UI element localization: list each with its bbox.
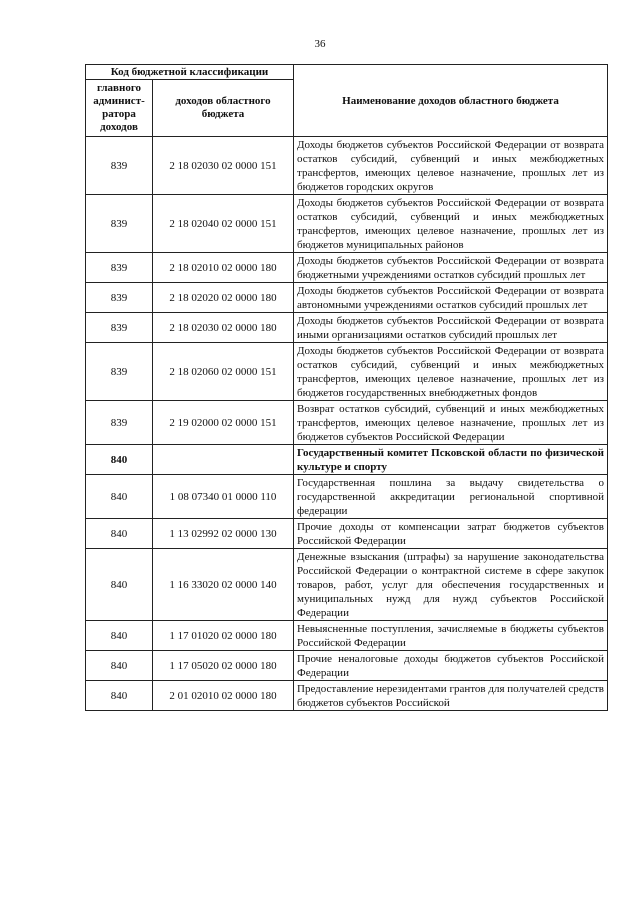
header-chief-administrator: главного админист-ратора доходов bbox=[86, 80, 153, 137]
income-name-cell: Доходы бюджетов субъектов Российской Федерации от возврата остатков субсидий, субвенций и иных межбюджетных трансфертов, имеющих целевое назначение, прошлых лет из бюджетов городских округов bbox=[294, 137, 608, 195]
income-code-cell: 2 18 02030 02 0000 180 bbox=[153, 313, 294, 343]
table-row bbox=[86, 313, 608, 343]
income-code-cell: 2 18 02030 02 0000 151 bbox=[153, 137, 294, 195]
admin-code-cell: 839 bbox=[86, 313, 153, 343]
income-code-cell: 1 17 05020 02 0000 180 bbox=[153, 651, 294, 681]
income-code-cell: 1 17 01020 02 0000 180 bbox=[153, 621, 294, 651]
admin-code-cell: 840 bbox=[86, 621, 153, 651]
table-row bbox=[86, 549, 608, 621]
table-row bbox=[86, 681, 608, 711]
income-name-cell: Предоставление нерезидентами грантов для получателей средств бюджетов субъектов Российской bbox=[294, 681, 608, 711]
income-name-cell: Возврат остатков субсидий, субвенций и иных межбюджетных трансфертов, имеющих целевое назначение, прошлых лет из бюджетов субъектов Российской Федерации bbox=[294, 401, 608, 445]
table-row bbox=[86, 343, 608, 401]
page-number: 36 bbox=[314, 38, 326, 50]
admin-code-cell: 840 bbox=[86, 475, 153, 519]
income-name-cell: Доходы бюджетов субъектов Российской Федерации от возврата остатков субсидий, субвенций и иных межбюджетных трансфертов, имеющих целевое назначение, прошлых лет из бюджетов муниципальных районов bbox=[294, 195, 608, 253]
income-code-cell bbox=[153, 445, 294, 475]
income-name-cell: Невыясненные поступления, зачисляемые в бюджеты субъектов Российской Федерации bbox=[294, 621, 608, 651]
admin-code-cell: 840 bbox=[86, 651, 153, 681]
admin-code-cell: 839 bbox=[86, 283, 153, 313]
table-row bbox=[86, 519, 608, 549]
admin-code-cell: 840 bbox=[86, 445, 153, 475]
income-name-cell: Доходы бюджетов субъектов Российской Федерации от возврата бюджетными учреждениями остатков субсидий прошлых лет bbox=[294, 253, 608, 283]
income-name-cell: Государственная пошлина за выдачу свидетельства о государственной аккредитации региональной спортивной федерации bbox=[294, 475, 608, 519]
table-row bbox=[86, 283, 608, 313]
income-name-cell: Доходы бюджетов субъектов Российской Федерации от возврата остатков субсидий, субвенций и иных межбюджетных трансфертов, имеющих целевое назначение, прошлых лет из бюджетов государственных внебюджетных фондов bbox=[294, 343, 608, 401]
admin-code-cell: 839 bbox=[86, 137, 153, 195]
income-code-cell: 2 18 02060 02 0000 151 bbox=[153, 343, 294, 401]
admin-code-cell: 840 bbox=[86, 549, 153, 621]
table-body bbox=[86, 137, 608, 711]
income-code-cell: 1 08 07340 01 0000 110 bbox=[153, 475, 294, 519]
table-row bbox=[86, 137, 608, 195]
table-row bbox=[86, 651, 608, 681]
table-row bbox=[86, 401, 608, 445]
budget-classification-table bbox=[85, 64, 608, 711]
admin-code-cell: 839 bbox=[86, 253, 153, 283]
income-code-cell: 1 13 02992 02 0000 130 bbox=[153, 519, 294, 549]
income-code-cell: 1 16 33020 02 0000 140 bbox=[153, 549, 294, 621]
table-header-row-group bbox=[86, 65, 608, 80]
income-name-cell: Прочие доходы от компенсации затрат бюджетов субъектов Российской Федерации bbox=[294, 519, 608, 549]
income-name-cell: Доходы бюджетов субъектов Российской Федерации от возврата автономными учреждениями остатков субсидий прошлых лет bbox=[294, 283, 608, 313]
table-row bbox=[86, 621, 608, 651]
income-code-cell: 2 18 02020 02 0000 180 bbox=[153, 283, 294, 313]
section-header-row bbox=[86, 445, 608, 475]
income-code-cell: 2 01 02010 02 0000 180 bbox=[153, 681, 294, 711]
table-row bbox=[86, 195, 608, 253]
table-row bbox=[86, 475, 608, 519]
admin-code-cell: 840 bbox=[86, 519, 153, 549]
admin-code-cell: 839 bbox=[86, 343, 153, 401]
income-name-cell: Денежные взыскания (штрафы) за нарушение законодательства Российской Федерации о контрактной системе в сфере закупок товаров, работ, услуг для обеспечения государственных и муниципальных нужд для нужд субъектов Российской Федерации bbox=[294, 549, 608, 621]
income-name-cell: Прочие неналоговые доходы бюджетов субъектов Российской Федерации bbox=[294, 651, 608, 681]
header-budget-classification-code: Код бюджетной классификации bbox=[86, 65, 294, 80]
admin-code-cell: 839 bbox=[86, 401, 153, 445]
header-income-name: Наименование доходов областного бюджета bbox=[294, 65, 608, 137]
income-code-cell: 2 18 02040 02 0000 151 bbox=[153, 195, 294, 253]
income-name-cell: Государственный комитет Псковской области по физической культуре и спорту bbox=[294, 445, 608, 475]
header-regional-income-code: доходов областного бюджета bbox=[153, 80, 294, 137]
admin-code-cell: 840 bbox=[86, 681, 153, 711]
income-name-cell: Доходы бюджетов субъектов Российской Федерации от возврата иными организациями остатков субсидий прошлых лет bbox=[294, 313, 608, 343]
admin-code-cell: 839 bbox=[86, 195, 153, 253]
income-code-cell: 2 19 02000 02 0000 151 bbox=[153, 401, 294, 445]
table-row bbox=[86, 253, 608, 283]
income-code-cell: 2 18 02010 02 0000 180 bbox=[153, 253, 294, 283]
